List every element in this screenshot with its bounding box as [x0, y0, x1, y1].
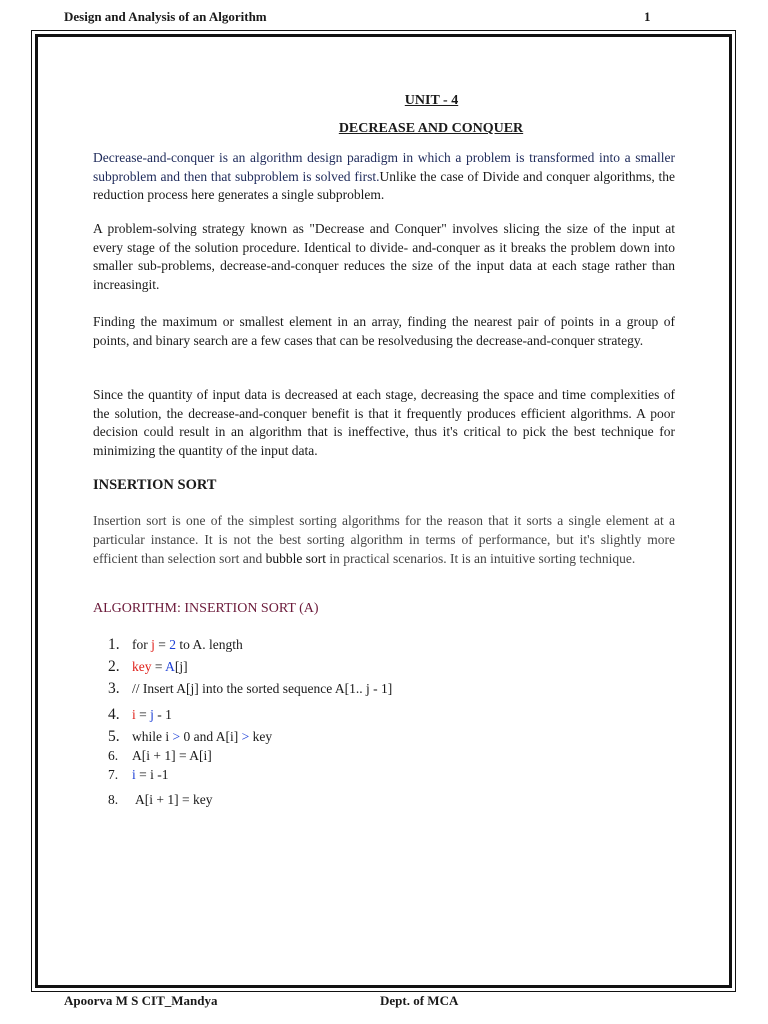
step-var: j — [151, 637, 155, 652]
step-number: 2. — [108, 658, 120, 675]
step-number: 7. — [108, 767, 119, 782]
step-4 — [108, 706, 172, 724]
page-number: 1 — [644, 9, 651, 24]
chapter-title — [0, 121, 768, 137]
unit-heading — [0, 93, 768, 109]
step-text: A[i + 1] = key — [135, 792, 213, 807]
footer-department: Dept. of MCA — [380, 993, 459, 1008]
intro-rest: Unlike the case of Divide and conquer algorithms, the reduction process here generates a single subproblem. — [93, 168, 675, 202]
step-8 — [108, 792, 212, 808]
insertion-text-2: in practical scenarios. It is an intuitive sorting technique. — [325, 550, 636, 566]
paragraph-intro — [93, 149, 675, 205]
step-text: key — [249, 729, 273, 744]
unit-heading-text: UNIT - 4 — [404, 93, 459, 108]
step-7 — [108, 767, 169, 783]
step-text: = i -1 — [135, 767, 169, 782]
step-text: [j] — [174, 659, 188, 674]
step-text: // Insert A[j] into the sorted sequence A[1.. j - 1] — [132, 681, 393, 696]
step-var: key — [132, 659, 152, 674]
step-number: 1. — [108, 636, 120, 653]
step-text: A[i + 1] = A[i] — [132, 748, 212, 763]
step-value: j — [150, 707, 154, 722]
step-3 — [108, 680, 392, 698]
paragraph-strategy: A problem-solving strategy known as "Decrease and Conquer" involves slicing the size of the input at every stage of the solution procedure. Identical to divide- and-conquer as it breaks the problem down into smaller sub-problems, decrease-and-conquer reduces the size of the input data at each stage rather than increasingit. — [93, 221, 675, 292]
step-value: A — [165, 659, 175, 674]
step-text: while i — [132, 729, 173, 744]
paragraph-examples: Finding the maximum or smallest element in an array, finding the nearest pair of points in a group of points, and binary search are a few cases that can be resolvedusing the decrease-and-conquer strategy. — [93, 314, 675, 348]
paragraph-benefit: Since the quantity of input data is decreased at each stage, decreasing the space and time complexities of the solution, the decrease-and-conquer benefit is that it frequently produces efficient algorithms. A poor decision could result in an algorithm that is ineffective, thus it's critical to pick the best technique for minimizing the quantity of the input data. — [93, 387, 675, 458]
step-text: to A. length — [176, 637, 243, 652]
step-number: 5. — [108, 728, 120, 745]
step-var: i — [132, 767, 136, 782]
algorithm-title: ALGORITHM: INSERTION SORT (A) — [93, 601, 319, 616]
header-title: Design and Analysis of an Algorithm — [64, 9, 267, 24]
step-value: 2 — [169, 637, 177, 652]
step-number: 6. — [108, 748, 119, 763]
step-var: i — [132, 707, 136, 722]
step-1 — [108, 636, 243, 654]
section-title: INSERTION SORT — [93, 477, 217, 493]
step-text: - 1 — [153, 707, 172, 722]
step-text: = — [151, 659, 166, 674]
step-text: = — [154, 637, 170, 652]
footer-author: Apoorva M S CIT_Mandya — [64, 993, 218, 1008]
step-number: 8. — [108, 792, 119, 807]
step-6 — [108, 748, 212, 764]
step-5 — [108, 728, 272, 746]
insertion-text-1: Insertion sort is one of the simplest sorting algorithms for the reason that it sorts a single element at a particular instance. It is not the best sorting algorithm in terms of performance, but it's slightly more efficient than selection sort and — [93, 513, 675, 566]
paragraph-insertion-sort — [93, 512, 675, 568]
step-number: 4. — [108, 706, 120, 723]
step-text: 0 and A[i] — [180, 729, 242, 744]
step-text: = — [135, 707, 151, 722]
intro-highlight: Decrease-and-conquer is an algorithm design paradigm in which a problem is transformed into a smaller subproblem and then that subproblem is solved first. — [93, 150, 675, 184]
step-number: 3. — [108, 680, 120, 697]
step-text: for — [132, 637, 152, 652]
step-2 — [108, 658, 188, 676]
chapter-title-text: DECREASE AND CONQUER — [338, 121, 524, 136]
step-operator: > — [241, 729, 250, 744]
step-operator: > — [172, 729, 181, 744]
bubble-sort-term: bubble sort — [265, 550, 326, 566]
